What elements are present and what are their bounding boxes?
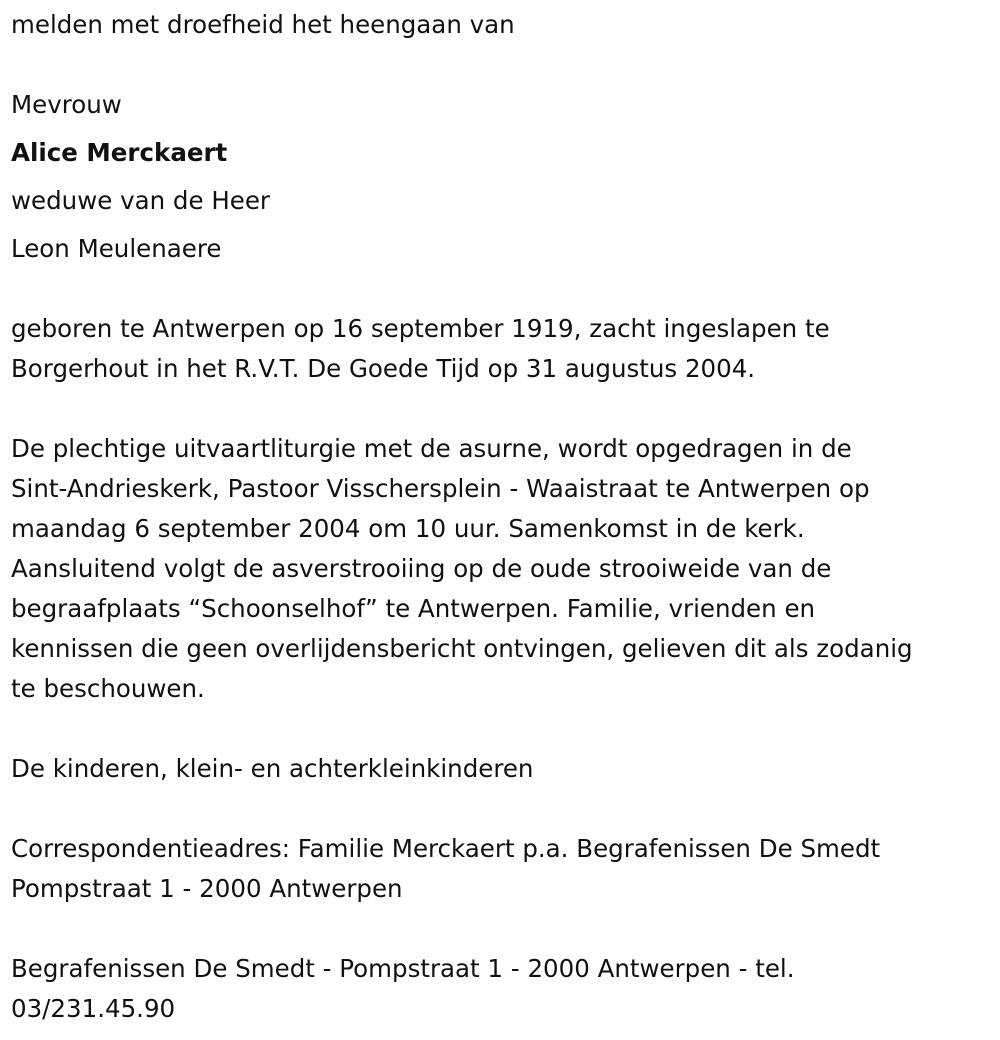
funeral-line-5: begraafplaats “Schoonselhof” te Antwerpen. Familie, vrienden en [11, 594, 816, 623]
funeral-line-7: te beschouwen. [11, 674, 205, 703]
funeral-line-1: De plechtige uitvaartliturgie met de asurne, wordt opgedragen in de [11, 434, 852, 463]
correspondence-line-1: Correspondentieadres: Familie Merckaert p.a. Begrafenissen De Smedt [11, 834, 881, 863]
spouse-name: Leon Meulenaere [11, 234, 222, 263]
deceased-title: Mevrouw [11, 90, 122, 119]
funeral-line-2: Sint-Andrieskerk, Pastoor Visschersplein - Waaistraat te Antwerpen op [11, 474, 870, 503]
funeral-line-4: Aansluitend volgt de asverstrooiing op de oude strooiweide van de [11, 554, 832, 583]
family-line: De kinderen, klein- en achterkleinkinderen [11, 754, 534, 783]
funeral-line-3: maandag 6 september 2004 om 10 uur. Samenkomst in de kerk. [11, 514, 805, 543]
correspondence-line-2: Pompstraat 1 - 2000 Antwerpen [11, 874, 403, 903]
birth-death-line-1: geboren te Antwerpen op 16 september 1919, zacht ingeslapen te [11, 314, 830, 343]
intro-text: melden met droefheid het heengaan van [11, 10, 515, 39]
birth-death-line-2: Borgerhout in het R.V.T. De Goede Tijd op 31 augustus 2004. [11, 354, 756, 383]
widow-line: weduwe van de Heer [11, 186, 270, 215]
funeral-line-6: kennissen die geen overlijdensbericht ontvingen, gelieven dit als zodanig [11, 634, 913, 663]
deceased-name: Alice Merckaert [11, 138, 228, 167]
undertaker-line-2: 03/231.45.90 [11, 994, 176, 1023]
undertaker-line-1: Begrafenissen De Smedt - Pompstraat 1 - 2000 Antwerpen - tel. [11, 954, 795, 983]
